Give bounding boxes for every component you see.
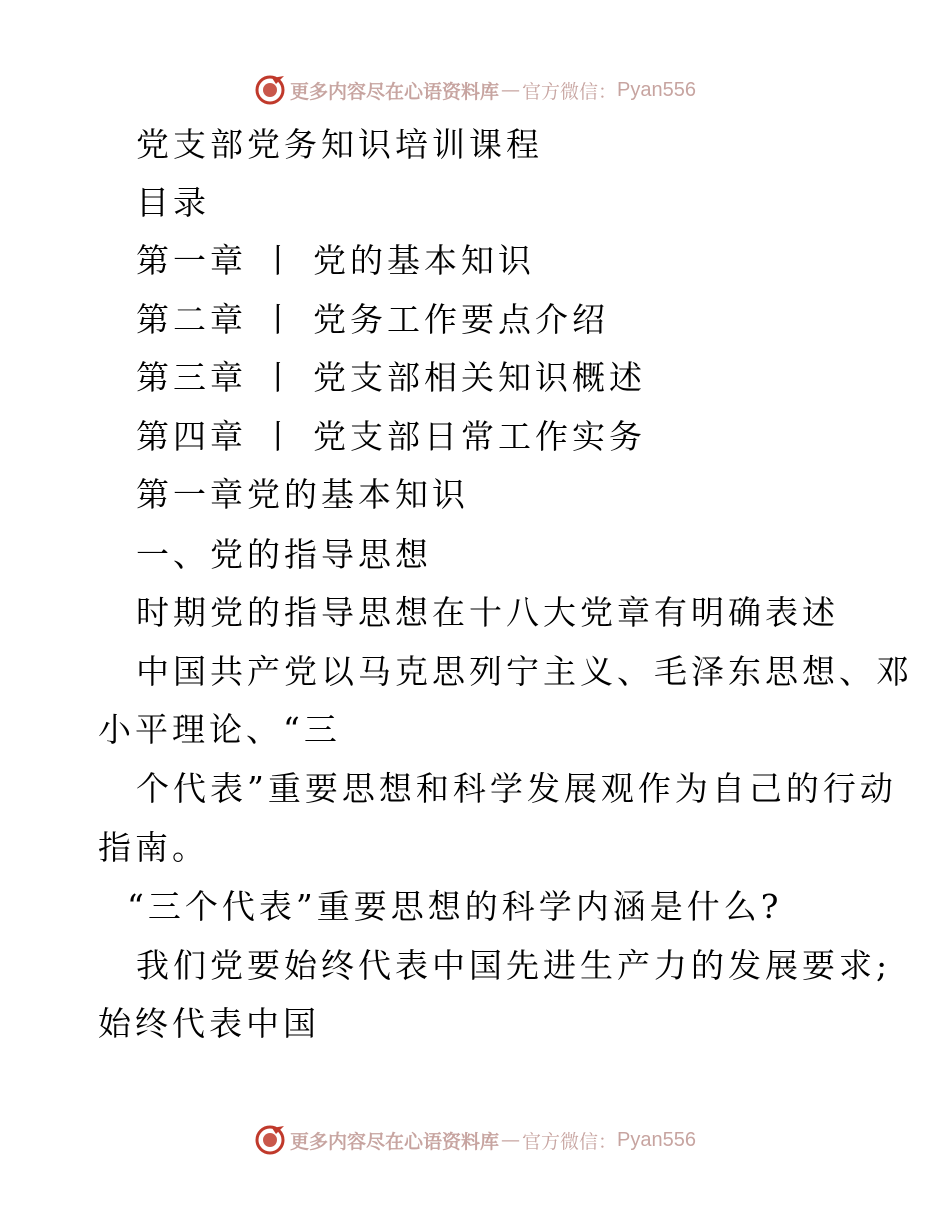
toc-item-chapter-1: 第一章 丨 党的基本知识 xyxy=(136,241,535,280)
watermark-id: Pyan556 xyxy=(617,78,696,101)
section-heading: 一、党的指导思想 xyxy=(136,535,432,574)
watermark-sub-text: 官方微信： xyxy=(522,1130,618,1153)
paragraph-line: 我们党要始终代表中国先进生产力的发展要求; xyxy=(136,946,892,985)
watermark-footer xyxy=(0,1120,950,1160)
paragraph-line: 时期党的指导思想在十八大党章有明确表述 xyxy=(136,593,839,632)
paragraph-line: 始终代表中国 xyxy=(98,1004,320,1043)
watermark-main-text: 更多内容尽在心语资料库 xyxy=(290,80,500,103)
toc-item-chapter-4: 第四章 丨 党支部日常工作实务 xyxy=(136,417,646,456)
watermark-id: Pyan556 xyxy=(617,1128,696,1151)
paragraph-line: 小平理论、“三 xyxy=(98,710,341,749)
watermark-dash: — xyxy=(501,1129,521,1151)
toc-item-chapter-2: 第二章 丨 党务工作要点介绍 xyxy=(136,300,609,339)
question-line: “三个代表”重要思想的科学内涵是什么? xyxy=(127,887,783,926)
watermark-dash: — xyxy=(501,79,521,101)
document-title: 党支部党务知识培训课程 xyxy=(136,125,543,164)
watermark-header xyxy=(0,70,950,110)
chapter-1-heading: 第一章党的基本知识 xyxy=(136,475,469,514)
watermark-sub-text: 官方微信： xyxy=(522,80,618,103)
seal-logo-icon xyxy=(254,74,286,106)
watermark-main-text: 更多内容尽在心语资料库 xyxy=(290,1130,500,1153)
toc-item-chapter-3: 第三章 丨 党支部相关知识概述 xyxy=(136,358,646,397)
paragraph-line: 中国共产党以马克思列宁主义、毛泽东思想、邓 xyxy=(136,652,913,691)
seal-logo-icon xyxy=(254,1124,286,1156)
toc-heading: 目录 xyxy=(136,183,210,222)
paragraph-line: 指南。 xyxy=(98,828,209,867)
paragraph-line: 个代表”重要思想和科学发展观作为自己的行动 xyxy=(136,769,897,808)
